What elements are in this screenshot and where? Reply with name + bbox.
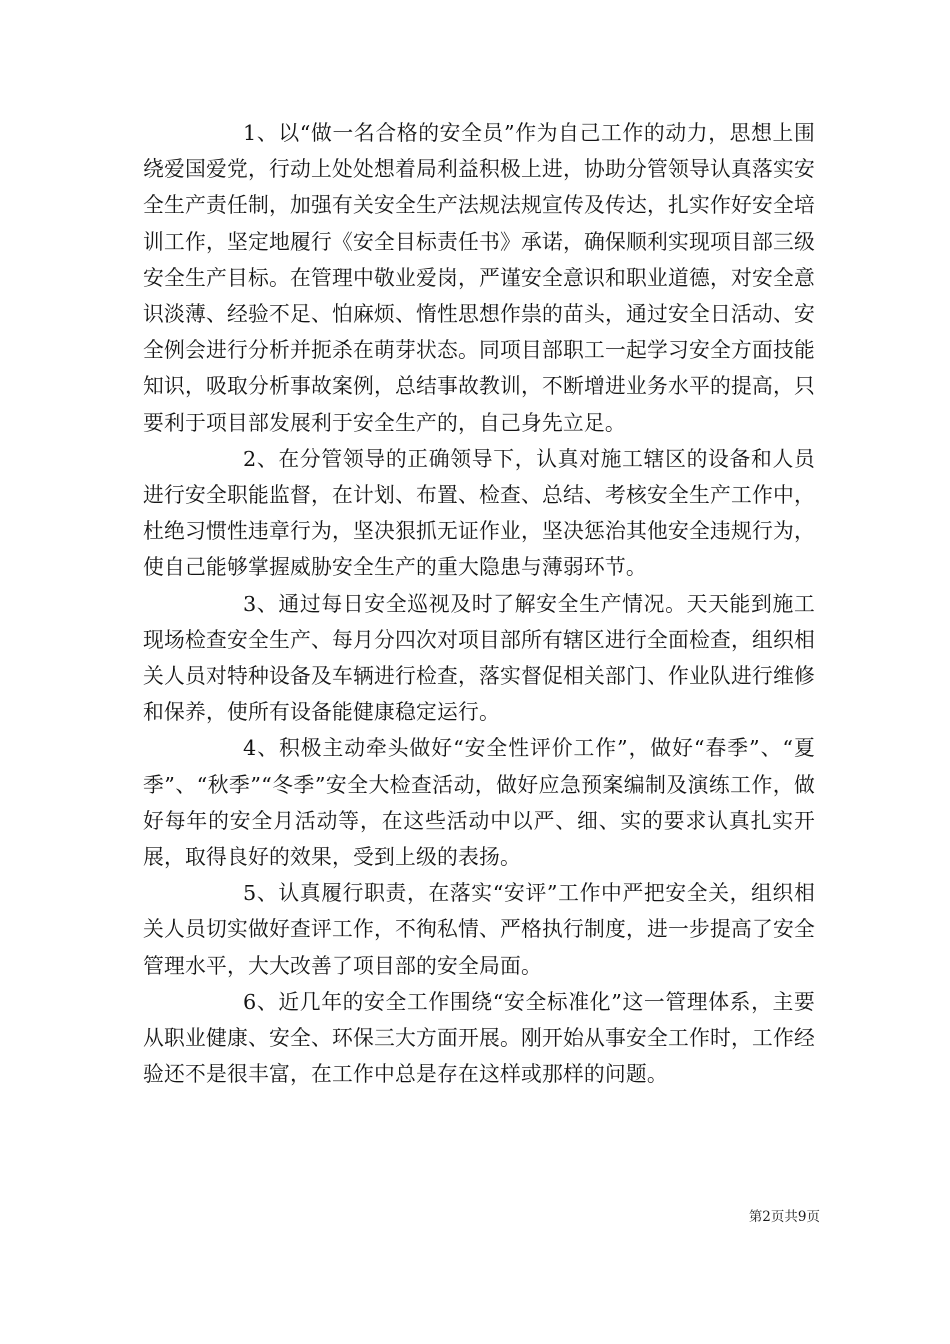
document-body — [143, 115, 815, 1092]
paragraph-2: 2、在分管领导的正确领导下，认真对施工辖区的设备和人员进行安全职能监督，在计划、布置、检查、总结、考核安全生产工作中，杜绝习惯性违章行为，坚决狠抓无证作业，坚决惩治其他安全违规行为，使自己能够掌握威胁安全生产的重大隐患与薄弱环节。 — [143, 446, 815, 580]
paragraph-5: 5、认真履行职责，在落实“安评”工作中严把安全关，组织相关人员切实做好查评工作，不徇私情、严格执行制度，进一步提高了安全管理水平，大大改善了项目部的安全局面。 — [143, 881, 815, 978]
page-number-footer: 第2页共9页 — [748, 1209, 820, 1225]
paragraph-6: 6、近几年的安全工作围绕“安全标准化”这一管理体系，主要从职业健康、安全、环保三大方面开展。刚开始从事安全工作时，工作经验还不是很丰富，在工作中总是存在这样或那样的问题。 — [143, 989, 815, 1087]
paragraph-1: 1、以“做一名合格的安全员”作为自己工作的动力，思想上围绕爱国爱党，行动上处处想着局利益积极上进，协助分管领导认真落实安全生产责任制，加强有关安全生产法规法规宣传及传达，扎实作好安全培训工作，坚定地履行《安全目标责任书》承诺，确保顺利实现项目部三级安全生产目标。在管理中敬业爱岗，严谨安全意识和职业道德，对安全意识淡薄、经验不足、怕麻烦、惰性思想作祟的苗头，通过安全日活动、安全例会进行分析并扼杀在萌芽状态。同项目部职工一起学习安全方面技能知识，吸取分析事故案例，总结事故教训，不断增进业务水平的提高，只要利于项目部发展利于安全生产的，自己身先立足。 — [143, 121, 815, 435]
paragraph-4: 4、积极主动牵头做好“安全性评价工作”，做好“春季”、“夏季”、“秋季”“冬季”安全大检查活动，做好应急预案编制及演练工作，做好每年的安全月活动等，在这些活动中以严、细、实的要求认真扎实开展，取得良好的效果，受到上级的表扬。 — [143, 736, 815, 870]
paragraph-3: 3、通过每日安全巡视及时了解安全生产情况。天天能到施工现场检查安全生产、每月分四次对项目部所有辖区进行全面检查，组织相关人员对特种设备及车辆进行检查，落实督促相关部门、作业队进行维修和保养，使所有设备能健康稳定运行。 — [143, 591, 815, 725]
